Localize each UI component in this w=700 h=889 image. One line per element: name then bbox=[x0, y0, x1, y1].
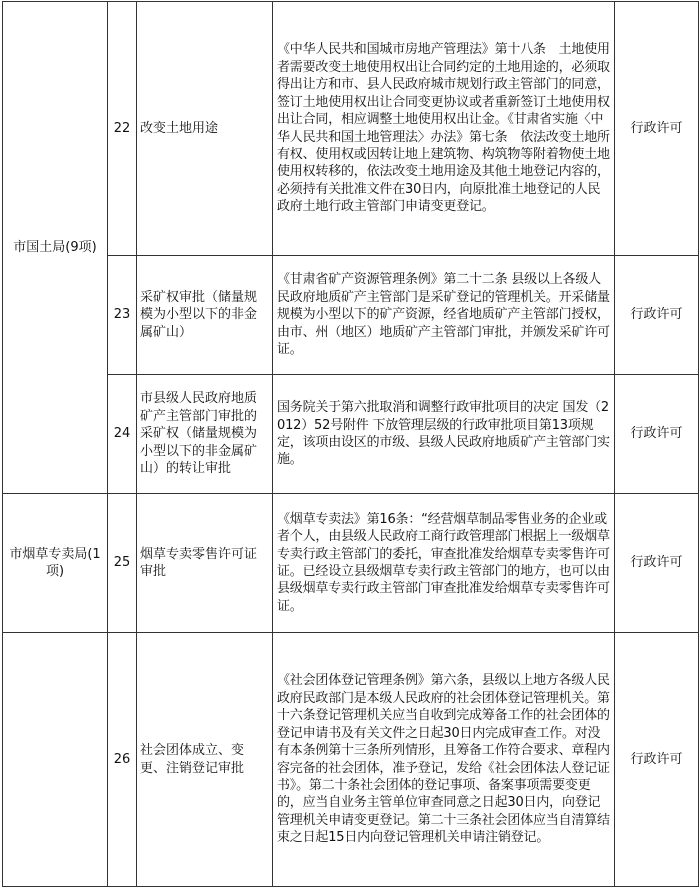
item-name: 采矿权审批（储量规模为小型以下的非金属矿山） bbox=[137, 256, 273, 375]
item-number: 23 bbox=[108, 256, 137, 375]
item-type: 行政许可 bbox=[615, 256, 699, 375]
legal-basis: 《烟草专卖法》第16条：“经营烟草制品零售业务的企业或者个人，由县级人民政府工商行政管理部门根据上一级烟草专卖行政主管部门的委托，审查批准发给烟草专卖零售许可证。已经设立县级烟草专卖行政主管部门的地方，也可以由县级烟草专卖行政主管部门审查批准发给烟草专卖零售许可证。 bbox=[273, 494, 615, 633]
item-type: 行政许可 bbox=[615, 2, 699, 256]
item-name: 市县级人民政府地质矿产主管部门审批的采矿权（储量规模为小型以下的非金属矿山）的转让审批 bbox=[137, 375, 273, 494]
table-row bbox=[3, 256, 699, 375]
item-number: 26 bbox=[108, 633, 137, 887]
item-name: 烟草专卖零售许可证审批 bbox=[137, 494, 273, 633]
legal-basis: 国务院关于第六批取消和调整行政审批项目的决定 国发（2012）52号附件 下放管理层级的行政审批项目第13项规定，该项由设区的市级、县级人民政府地质矿产主管部门实施。 bbox=[273, 375, 615, 494]
department-cell bbox=[3, 633, 108, 887]
item-type: 行政许可 bbox=[615, 494, 699, 633]
legal-basis: 《中华人民共和国城市房地产管理法》第十八条 土地使用者需要改变土地使用权出让合同约定的土地用途的，必须取得出让方和市、县人民政府城市规划行政主管部门的同意，签订土地使用权出让合同变更协议或者重新签订土地使用权出让合同，相应调整土地使用权出让金。《甘肃省实施〈中华人民共和国土地管理法〉办法》第七条 依法改变土地所有权、使用权或因转让地上建筑物、构筑物等附着物使土地使用权转移的，依法改变土地用途及其他土地登记内容的，必须持有关批准文件在30日内，向原批准土地登记的人民政府土地行政主管部门申请变更登记。 bbox=[273, 2, 615, 256]
item-type: 行政许可 bbox=[615, 375, 699, 494]
legal-basis: 《甘肃省矿产资源管理条例》第二十二条 县级以上各级人民政府地质矿产主管部门是采矿登记的管理机关。开采储量规模为小型以下的矿产资源，经省地质矿产主管部门授权，由市、州（地区）地质矿产主管部门审批，并颁发采矿许可证。 bbox=[273, 256, 615, 375]
item-type: 行政许可 bbox=[615, 633, 699, 887]
item-number: 25 bbox=[108, 494, 137, 633]
table-row bbox=[3, 633, 699, 887]
department-cell: 市国土局(9项) bbox=[3, 2, 108, 494]
item-name: 改变土地用途 bbox=[137, 2, 273, 256]
legal-basis: 《社会团体登记管理条例》第六条，县级以上地方各级人民政府民政部门是本级人民政府的社会团体登记管理机关。第十六条登记管理机关应当自收到完成筹备工作的社会团体的登记申请书及有关文件之日起30日内完成审查工作。对没有本条例第十三条所列情形，且筹备工作符合要求、章程内容完备的社会团体，准予登记，发给《社会团体法人登记证书》。第二十条社会团体的登记事项、备案事项需要变更的，应当自业务主管单位审查同意之日起30日内，向登记管理机关申请变更登记。第二十三条社会团体应当自清算结束之日起15日内向登记管理机关申请注销登记。 bbox=[273, 633, 615, 887]
item-number: 22 bbox=[108, 2, 137, 256]
item-number: 24 bbox=[108, 375, 137, 494]
item-name: 社会团体成立、变更、注销登记审批 bbox=[137, 633, 273, 887]
table-row bbox=[3, 375, 699, 494]
approval-items-table bbox=[2, 1, 699, 887]
table-row bbox=[3, 2, 699, 256]
table-row bbox=[3, 494, 699, 633]
department-cell: 市烟草专卖局(1项) bbox=[3, 494, 108, 633]
